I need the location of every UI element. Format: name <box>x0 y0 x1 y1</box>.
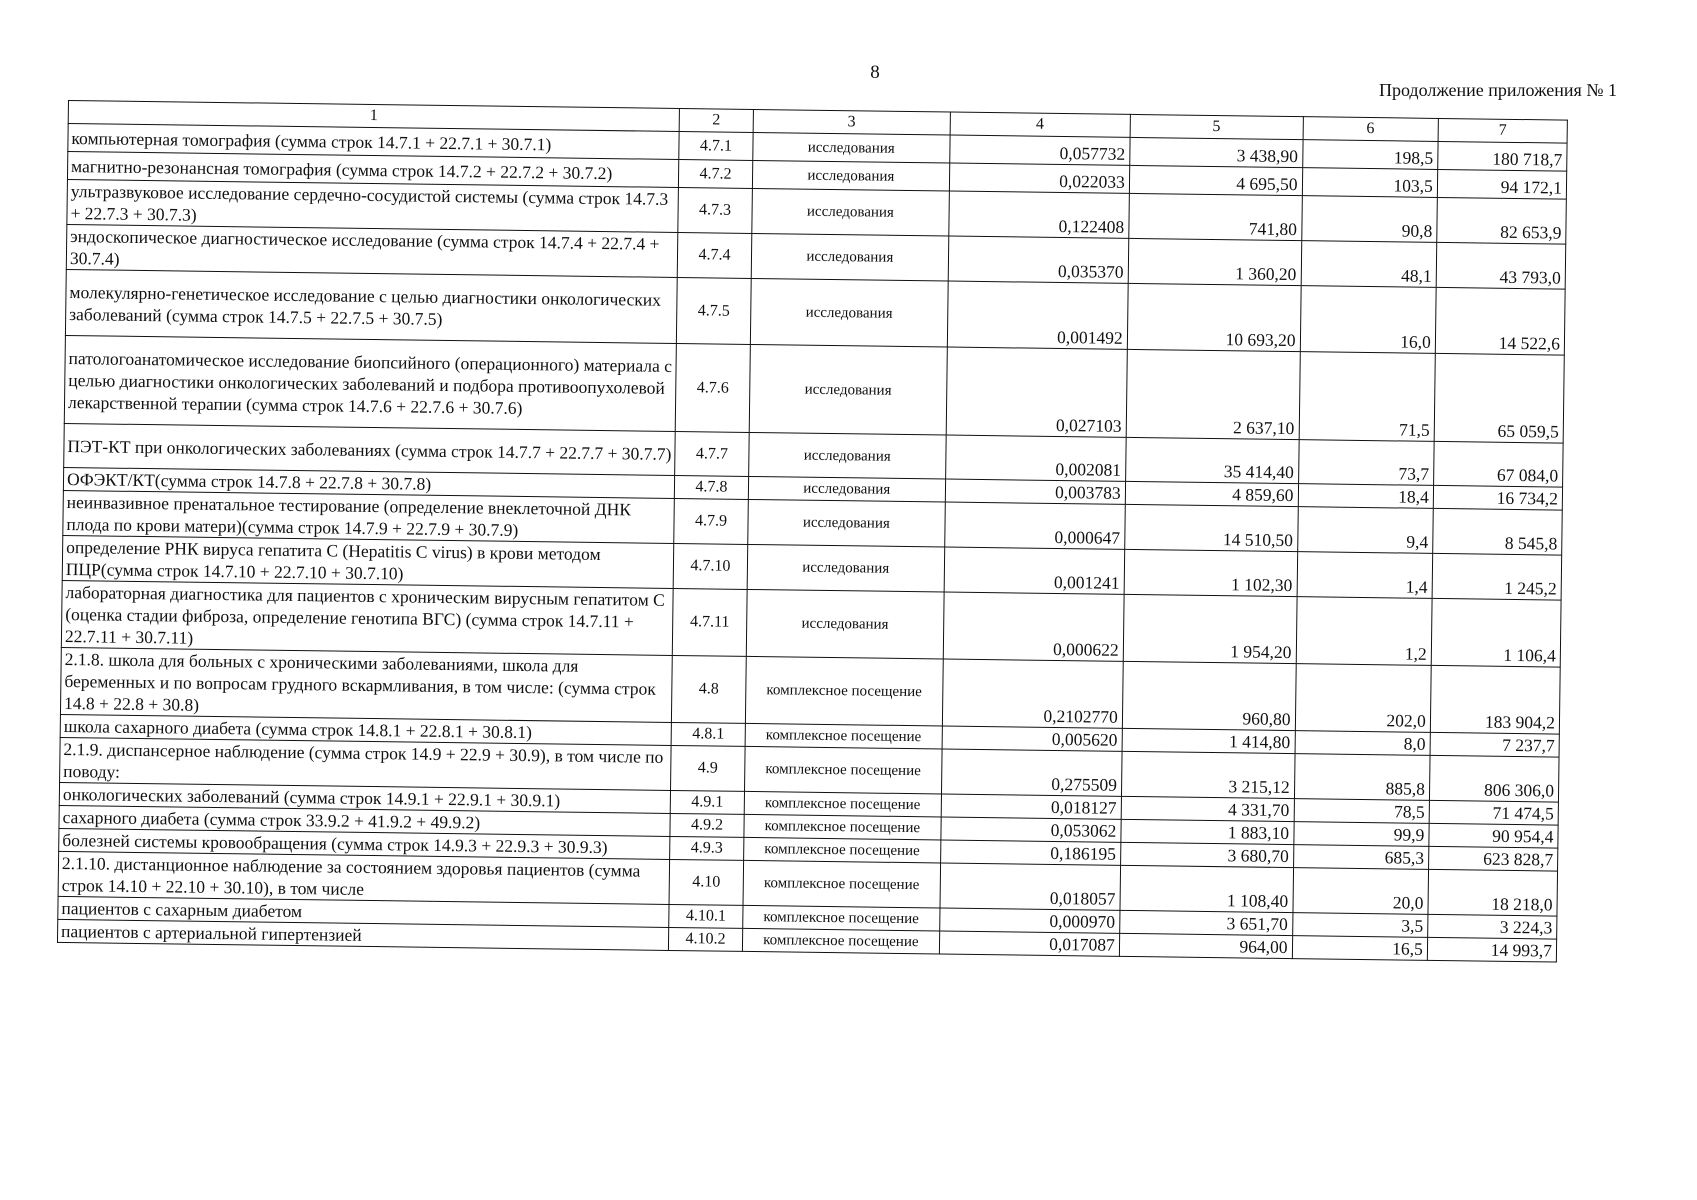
row-value-col6: 685,3 <box>1293 845 1429 870</box>
row-value-col7: 18 218,0 <box>1428 869 1558 916</box>
row-value-col5: 4 331,70 <box>1121 796 1294 821</box>
table-container <box>57 100 1568 963</box>
row-value-col5: 1 108,40 <box>1120 865 1293 912</box>
row-unit: исследования <box>746 589 944 659</box>
row-code: 4.7.3 <box>678 187 752 233</box>
row-value-col7: 14 522,6 <box>1435 287 1565 355</box>
row-code: 4.10.2 <box>668 927 742 951</box>
row-value-col5: 3 680,70 <box>1120 842 1293 867</box>
row-code: 4.7.2 <box>678 160 752 189</box>
row-value-col5: 3 215,12 <box>1121 751 1294 798</box>
row-value-col5: 1 102,30 <box>1124 549 1297 596</box>
row-value-col7: 43 793,0 <box>1436 242 1566 289</box>
row-value-col6: 885,8 <box>1294 754 1430 801</box>
row-value-col4: 0,035370 <box>948 236 1129 283</box>
row-value-col6: 71,5 <box>1299 352 1435 442</box>
row-code: 4.7.5 <box>676 277 751 344</box>
row-value-col6: 78,5 <box>1294 799 1430 824</box>
row-value-col7: 180 718,7 <box>1438 141 1567 171</box>
row-value-col6: 8,0 <box>1295 731 1431 756</box>
row-name: онкологических заболеваний (сумма строк 14.9.1 + 22.9.1 + 30.9.1) <box>59 782 670 813</box>
row-value-col5: 3 438,90 <box>1130 137 1303 167</box>
row-value-col5: 964,00 <box>1119 933 1292 958</box>
row-code: 4.8 <box>671 655 746 723</box>
row-name: пациентов с артериальной гипертензией <box>57 919 668 950</box>
row-value-col4: 0,186195 <box>940 840 1120 865</box>
header-col-1: 1 <box>68 101 679 132</box>
row-value-col7: 7 237,7 <box>1430 732 1559 757</box>
table-body <box>57 124 1567 963</box>
row-name: лабораторная диагностика для пациентов с хроническим вирусным гепатитом С (оценка стадии фиброза, определение генотипа ВГС) (сумма строк 14.7.11 + 22.7.11 + 30.7.11) <box>61 580 673 655</box>
row-code: 4.7.11 <box>672 588 747 656</box>
row-name: ПЭТ-КТ при онкологических заболеваниях (сумма строк 14.7.7 + 22.7.7 + 30.7.7) <box>64 423 676 475</box>
row-unit: исследования <box>750 278 948 347</box>
header-col-4: 4 <box>950 112 1130 137</box>
row-name: школа сахарного диабета (сумма строк 14.8.1 + 22.8.1 + 30.8.1) <box>60 714 671 745</box>
row-value-col4: 0,017087 <box>939 931 1119 956</box>
row-value-col4: 0,122408 <box>948 191 1129 238</box>
row-value-col7: 3 224,3 <box>1428 914 1557 939</box>
row-value-col6: 73,7 <box>1298 440 1434 486</box>
row-value-col7: 8 545,8 <box>1433 508 1563 555</box>
row-unit: комплексное посещение <box>744 837 941 863</box>
row-value-col7: 14 993,7 <box>1427 937 1556 962</box>
row-value-col6: 90,8 <box>1301 196 1437 243</box>
row-unit: исследования <box>749 432 946 479</box>
row-value-col4: 0,001492 <box>947 281 1128 349</box>
header-col-5: 5 <box>1130 114 1303 139</box>
row-value-col5: 1 360,20 <box>1128 238 1301 285</box>
row-unit: комплексное посещение <box>743 860 940 908</box>
row-value-col4: 0,002081 <box>945 435 1126 481</box>
row-value-col6: 9,4 <box>1297 507 1433 554</box>
row-code: 4.10 <box>669 859 743 905</box>
header-col-2: 2 <box>679 109 753 133</box>
row-value-col7: 16 734,2 <box>1433 485 1562 510</box>
row-value-col5: 4 859,60 <box>1125 481 1298 506</box>
row-value-col6: 20,0 <box>1293 868 1429 915</box>
row-name: молекулярно-генетическое исследование с целью диагностики онкологических заболеваний (сумма строк 14.7.5 + 22.7.5 + 30.7.5) <box>65 269 677 343</box>
row-value-col7: 82 653,9 <box>1437 197 1567 244</box>
row-code: 4.7.8 <box>674 475 748 499</box>
row-value-col6: 198,5 <box>1302 140 1438 170</box>
row-value-col7: 71 474,5 <box>1429 800 1558 825</box>
row-name: 2.1.8. школа для больных с хроническими заболеваниями, школа для беременных и по вопросам грудного вскармливания, в том числе: (сумма строк 14.8 + 22.8 + 30.8) <box>60 647 672 722</box>
row-unit: комплексное посещение <box>745 723 942 749</box>
row-name: магнитно-резонансная томография (сумма строк 14.7.2 + 22.7.2 + 30.7.2) <box>67 152 678 188</box>
row-value-col7: 1 245,2 <box>1432 553 1562 600</box>
row-value-col6: 3,5 <box>1292 913 1428 938</box>
row-value-col5: 741,80 <box>1129 193 1302 240</box>
row-unit: исследования <box>749 344 947 435</box>
header-col-6: 6 <box>1303 117 1439 142</box>
row-name: болезней системы кровообращения (сумма строк 14.9.3 + 22.9.3 + 30.9.3) <box>59 828 670 859</box>
row-unit: исследования <box>752 160 949 191</box>
row-value-col6: 103,5 <box>1302 168 1438 198</box>
row-value-col4: 0,000622 <box>943 592 1124 661</box>
row-value-col6: 1,4 <box>1297 552 1433 599</box>
row-value-col6: 48,1 <box>1301 241 1437 288</box>
row-value-col4: 0,022033 <box>949 163 1129 193</box>
row-value-col5: 2 637,10 <box>1126 349 1300 439</box>
row-value-col5: 10 693,20 <box>1127 283 1301 351</box>
row-value-col7: 1 106,4 <box>1431 598 1561 667</box>
row-value-col4: 0,000647 <box>944 502 1125 549</box>
row-code: 4.9.1 <box>670 790 744 814</box>
row-code: 4.9 <box>671 745 745 791</box>
row-name: 2.1.9. диспансерное наблюдение (сумма строк 14.9 + 22.9 + 30.9), в том числе по поводу: <box>60 737 672 790</box>
row-value-col6: 16,5 <box>1292 936 1428 961</box>
row-unit: исследования <box>752 188 949 236</box>
row-value-col6: 1,2 <box>1296 597 1432 666</box>
row-code: 4.7.7 <box>675 431 749 476</box>
appendix-caption: Продолжение приложения № 1 <box>1378 80 1617 100</box>
row-name: эндоскопическое диагностическое исследование (сумма строк 14.7.4 + 22.7.4 + 30.7.4) <box>66 224 678 277</box>
row-value-col6: 202,0 <box>1295 664 1431 733</box>
row-unit: комплексное посещение <box>745 656 943 726</box>
row-value-col4: 0,275509 <box>941 749 1122 796</box>
row-value-col7: 623 828,7 <box>1428 846 1557 871</box>
row-value-col5: 1 883,10 <box>1121 819 1294 844</box>
row-unit: исследования <box>748 499 945 547</box>
row-value-col5: 1 414,80 <box>1122 728 1295 753</box>
data-table <box>57 100 1568 963</box>
row-value-col7: 65 059,5 <box>1434 353 1564 443</box>
row-value-col4: 0,000970 <box>939 908 1119 933</box>
header-col-3: 3 <box>753 109 950 135</box>
row-value-col4: 0,2102770 <box>942 659 1123 728</box>
row-unit: исследования <box>753 132 950 163</box>
row-code: 4.8.1 <box>671 722 745 746</box>
row-value-col4: 0,003783 <box>945 479 1125 504</box>
row-unit: комплексное посещение <box>742 928 939 954</box>
row-value-col7: 90 954,4 <box>1429 823 1558 848</box>
row-value-col7: 806 306,0 <box>1429 755 1559 802</box>
row-value-col4: 0,005620 <box>942 726 1122 751</box>
row-code: 4.7.10 <box>673 543 747 589</box>
row-value-col4: 0,057732 <box>949 135 1129 165</box>
row-unit: комплексное посещение <box>744 814 941 840</box>
row-name: 2.1.10. дистанционное наблюдение за состоянием здоровья пациентов (сумма строк 14.10 + 22.10 + 30.10), в том числе <box>58 851 670 904</box>
row-value-col5: 960,80 <box>1122 661 1296 730</box>
row-value-col5: 1 954,20 <box>1123 594 1297 663</box>
row-name: ультразвуковое исследование сердечно-сосудистой системы (сумма строк 14.7.3 + 22.7.3 + 30.7.3) <box>67 179 679 232</box>
page-number: 8 <box>870 62 880 83</box>
row-value-col7: 67 084,0 <box>1433 441 1563 487</box>
row-unit: комплексное посещение <box>743 905 940 931</box>
row-name: определение РНК вируса гепатита С (Hepatitis C virus) в крови методом ПЦР(сумма строк 14.7.10 + 22.7.10 + 30.7.10) <box>62 535 674 588</box>
row-value-col5: 35 414,40 <box>1125 437 1298 483</box>
row-code: 4.9.2 <box>670 813 744 837</box>
row-value-col6: 18,4 <box>1298 484 1434 509</box>
row-value-col7: 183 904,2 <box>1430 665 1560 734</box>
row-code: 4.7.6 <box>675 343 750 432</box>
row-code: 4.9.3 <box>670 836 744 860</box>
row-value-col4: 0,018127 <box>941 794 1121 819</box>
row-code: 4.7.4 <box>677 232 751 278</box>
row-name: сахарного диабета (сумма строк 33.9.2 + 41.9.2 + 49.9.2) <box>59 805 670 836</box>
row-value-col6: 99,9 <box>1293 822 1429 847</box>
row-unit: комплексное посещение <box>744 791 941 817</box>
row-unit: исследования <box>751 233 948 281</box>
row-unit: исследования <box>747 544 944 592</box>
row-unit: исследования <box>748 476 945 502</box>
row-value-col7: 94 172,1 <box>1437 169 1566 199</box>
row-name: неинвазивное пренатальное тестирование (определение внеклеточной ДНК плода по крови матери)(сумма строк 14.7.9 + 22.7.9 + 30.7.9) <box>63 490 675 543</box>
row-name: пациентов с сахарным диабетом <box>58 896 669 927</box>
row-code: 4.7.1 <box>679 132 753 161</box>
row-value-col5: 14 510,50 <box>1124 504 1297 551</box>
row-code: 4.10.1 <box>669 904 743 928</box>
row-name: компьютерная томография (сумма строк 14.7.1 + 22.7.1 + 30.7.1) <box>68 124 679 160</box>
row-value-col4: 0,027103 <box>946 347 1127 437</box>
row-name: ОФЭКТ/КТ(сумма строк 14.7.8 + 22.7.8 + 30.7.8) <box>63 467 674 498</box>
header-col-7: 7 <box>1438 118 1567 143</box>
row-name: патологоанатомическое исследование биопсийного (операционного) материала с целью диагностики онкологических заболеваний и подбора противоопухолевой лекарственной терапии (сумма строк 14.7.6 + 22.7.6 + 30.7.6) <box>64 335 676 431</box>
row-value-col4: 0,018057 <box>940 863 1121 910</box>
row-unit: комплексное посещение <box>744 746 941 794</box>
row-code: 4.7.9 <box>674 498 748 544</box>
row-value-col5: 4 695,50 <box>1129 165 1302 195</box>
row-value-col4: 0,001241 <box>944 547 1125 594</box>
row-value-col5: 3 651,70 <box>1119 910 1292 935</box>
row-value-col4: 0,053062 <box>941 817 1121 842</box>
row-value-col6: 16,0 <box>1300 286 1436 354</box>
